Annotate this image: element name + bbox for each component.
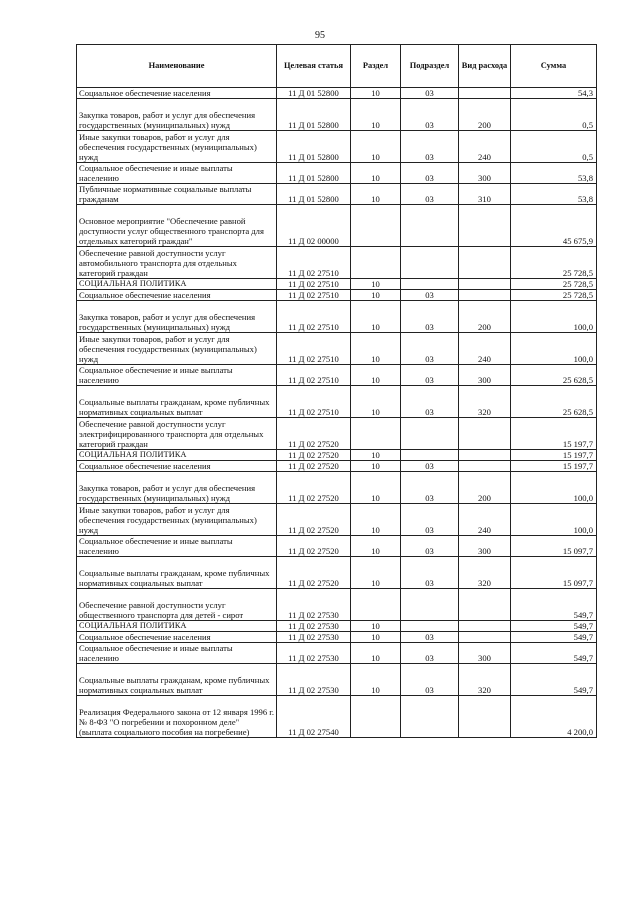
row-sum: 25 728,5 xyxy=(511,247,597,279)
row-article: 11 Д 02 27530 xyxy=(277,632,351,643)
table-row xyxy=(77,664,597,696)
table-row xyxy=(77,386,597,418)
row-section xyxy=(351,247,401,279)
row-sum: 100,0 xyxy=(511,472,597,504)
row-name: Социальное обеспечение населения xyxy=(77,290,277,301)
row-name: Обеспечение равной доступности услуг электрифицированного транспорта для отдельных категорий граждан xyxy=(77,418,277,450)
header-name: Наименование xyxy=(77,45,277,88)
row-subsection: 03 xyxy=(401,536,459,557)
table-row xyxy=(77,365,597,386)
row-name: Социальное обеспечение населения xyxy=(77,461,277,472)
row-expense-type xyxy=(459,461,511,472)
row-section xyxy=(351,589,401,621)
row-expense-type xyxy=(459,696,511,738)
row-subsection: 03 xyxy=(401,131,459,163)
row-sum: 25 728,5 xyxy=(511,290,597,301)
row-article: 11 Д 02 27520 xyxy=(277,461,351,472)
table-row xyxy=(77,557,597,589)
row-section xyxy=(351,418,401,450)
row-subsection xyxy=(401,621,459,632)
row-section: 10 xyxy=(351,301,401,333)
row-section: 10 xyxy=(351,88,401,99)
row-expense-type xyxy=(459,632,511,643)
row-sum: 25 628,5 xyxy=(511,386,597,418)
row-section: 10 xyxy=(351,621,401,632)
table-row xyxy=(77,301,597,333)
row-article: 11 Д 01 52800 xyxy=(277,163,351,184)
row-name: Обеспечение равной доступности услуг автомобильного транспорта для отдельных категорий граждан xyxy=(77,247,277,279)
table-row xyxy=(77,184,597,205)
row-subsection xyxy=(401,205,459,247)
row-sum: 4 200,0 xyxy=(511,696,597,738)
row-article: 11 Д 02 27510 xyxy=(277,301,351,333)
row-section: 10 xyxy=(351,504,401,536)
row-section: 10 xyxy=(351,557,401,589)
table-body xyxy=(77,88,597,738)
row-section: 10 xyxy=(351,632,401,643)
row-name: Социальное обеспечение населения xyxy=(77,88,277,99)
table-row xyxy=(77,418,597,450)
row-article: 11 Д 02 27520 xyxy=(277,418,351,450)
row-subsection xyxy=(401,589,459,621)
row-expense-type xyxy=(459,418,511,450)
row-sum: 15 097,7 xyxy=(511,536,597,557)
row-name: Социальное обеспечение и иные выплаты населению xyxy=(77,365,277,386)
row-name: Закупка товаров, работ и услуг для обеспечения государственных (муниципальных) нужд xyxy=(77,99,277,131)
row-name: Социальное обеспечение и иные выплаты населению xyxy=(77,536,277,557)
row-subsection: 03 xyxy=(401,184,459,205)
table-row xyxy=(77,589,597,621)
row-article: 11 Д 02 27540 xyxy=(277,696,351,738)
row-expense-type: 300 xyxy=(459,365,511,386)
table-row xyxy=(77,333,597,365)
row-sum: 100,0 xyxy=(511,504,597,536)
table-row xyxy=(77,632,597,643)
header-sum: Сумма xyxy=(511,45,597,88)
row-sum: 549,7 xyxy=(511,664,597,696)
header-row xyxy=(77,45,597,88)
row-article: 11 Д 02 27510 xyxy=(277,279,351,290)
table-row xyxy=(77,536,597,557)
row-subsection: 03 xyxy=(401,504,459,536)
row-expense-type xyxy=(459,290,511,301)
row-sum: 25 728,5 xyxy=(511,279,597,290)
row-article: 11 Д 02 27530 xyxy=(277,664,351,696)
table-row xyxy=(77,99,597,131)
row-subsection: 03 xyxy=(401,88,459,99)
row-name: Обеспечение равной доступности услуг общественного транспорта для детей - сирот xyxy=(77,589,277,621)
row-subsection xyxy=(401,418,459,450)
row-name: Социальные выплаты гражданам, кроме публичных нормативных социальных выплат xyxy=(77,386,277,418)
row-article: 11 Д 02 27520 xyxy=(277,504,351,536)
row-expense-type: 240 xyxy=(459,504,511,536)
table-row xyxy=(77,247,597,279)
row-expense-type: 320 xyxy=(459,386,511,418)
row-article: 11 Д 02 27520 xyxy=(277,557,351,589)
table-row xyxy=(77,472,597,504)
row-expense-type: 200 xyxy=(459,99,511,131)
row-name: Иные закупки товаров, работ и услуг для обеспечения государственных (муниципальных) нужд xyxy=(77,131,277,163)
table-row xyxy=(77,450,597,461)
row-name: Реализация Федерального закона от 12 января 1996 г. № 8-ФЗ "О погребении и похоронном деле" (выплата социального пособия на погребение) xyxy=(77,696,277,738)
row-subsection: 03 xyxy=(401,557,459,589)
row-sum: 45 675,9 xyxy=(511,205,597,247)
row-name: СОЦИАЛЬНАЯ ПОЛИТИКА xyxy=(77,450,277,461)
budget-table xyxy=(76,44,597,738)
row-article: 11 Д 02 27530 xyxy=(277,589,351,621)
row-article: 11 Д 02 27530 xyxy=(277,643,351,664)
row-article: 11 Д 01 52800 xyxy=(277,99,351,131)
row-name: СОЦИАЛЬНАЯ ПОЛИТИКА xyxy=(77,621,277,632)
row-article: 11 Д 01 52800 xyxy=(277,88,351,99)
row-section: 10 xyxy=(351,450,401,461)
row-section: 10 xyxy=(351,643,401,664)
row-article: 11 Д 02 27510 xyxy=(277,365,351,386)
header-article: Целевая статья xyxy=(277,45,351,88)
row-article: 11 Д 02 27520 xyxy=(277,450,351,461)
table-row xyxy=(77,205,597,247)
table-row xyxy=(77,88,597,99)
row-expense-type: 300 xyxy=(459,536,511,557)
row-name: Закупка товаров, работ и услуг для обеспечения государственных (муниципальных) нужд xyxy=(77,472,277,504)
row-expense-type xyxy=(459,589,511,621)
row-section xyxy=(351,696,401,738)
row-section: 10 xyxy=(351,461,401,472)
row-sum: 54,3 xyxy=(511,88,597,99)
row-subsection: 03 xyxy=(401,664,459,696)
row-subsection: 03 xyxy=(401,643,459,664)
row-subsection: 03 xyxy=(401,290,459,301)
table-row xyxy=(77,163,597,184)
table-row xyxy=(77,621,597,632)
row-subsection: 03 xyxy=(401,333,459,365)
row-name: Социальное обеспечение и иные выплаты населению xyxy=(77,643,277,664)
table-row xyxy=(77,131,597,163)
row-sum: 100,0 xyxy=(511,333,597,365)
row-expense-type: 200 xyxy=(459,472,511,504)
row-subsection: 03 xyxy=(401,99,459,131)
table-row xyxy=(77,696,597,738)
row-expense-type: 240 xyxy=(459,333,511,365)
row-section: 10 xyxy=(351,290,401,301)
table-row xyxy=(77,290,597,301)
row-name: Основное мероприятие "Обеспечение равной доступности услуг общественного транспорта для отдельных категорий граждан" xyxy=(77,205,277,247)
row-section: 10 xyxy=(351,365,401,386)
row-sum: 15 197,7 xyxy=(511,418,597,450)
row-article: 11 Д 02 27510 xyxy=(277,333,351,365)
row-article: 11 Д 02 00000 xyxy=(277,205,351,247)
row-expense-type: 300 xyxy=(459,643,511,664)
row-subsection xyxy=(401,247,459,279)
row-section: 10 xyxy=(351,333,401,365)
row-section xyxy=(351,205,401,247)
row-sum: 53,8 xyxy=(511,184,597,205)
row-subsection xyxy=(401,450,459,461)
row-sum: 15 197,7 xyxy=(511,450,597,461)
table-row xyxy=(77,643,597,664)
row-name: Социальное обеспечение и иные выплаты населению xyxy=(77,163,277,184)
row-section: 10 xyxy=(351,279,401,290)
row-subsection: 03 xyxy=(401,461,459,472)
row-name: Социальные выплаты гражданам, кроме публичных нормативных социальных выплат xyxy=(77,664,277,696)
row-subsection: 03 xyxy=(401,386,459,418)
row-expense-type xyxy=(459,450,511,461)
row-section: 10 xyxy=(351,184,401,205)
row-sum: 15 197,7 xyxy=(511,461,597,472)
row-section: 10 xyxy=(351,472,401,504)
table-row xyxy=(77,461,597,472)
row-name: СОЦИАЛЬНАЯ ПОЛИТИКА xyxy=(77,279,277,290)
row-expense-type: 320 xyxy=(459,664,511,696)
row-section: 10 xyxy=(351,131,401,163)
row-section: 10 xyxy=(351,386,401,418)
row-subsection: 03 xyxy=(401,632,459,643)
row-section: 10 xyxy=(351,664,401,696)
row-sum: 549,7 xyxy=(511,621,597,632)
row-article: 11 Д 02 27510 xyxy=(277,290,351,301)
row-subsection: 03 xyxy=(401,365,459,386)
row-expense-type xyxy=(459,279,511,290)
row-article: 11 Д 01 52800 xyxy=(277,184,351,205)
row-section: 10 xyxy=(351,536,401,557)
row-expense-type xyxy=(459,621,511,632)
row-name: Иные закупки товаров, работ и услуг для обеспечения государственных (муниципальных) нужд xyxy=(77,504,277,536)
row-sum: 549,7 xyxy=(511,589,597,621)
row-subsection: 03 xyxy=(401,472,459,504)
row-article: 11 Д 02 27510 xyxy=(277,247,351,279)
row-name: Социальные выплаты гражданам, кроме публичных нормативных социальных выплат xyxy=(77,557,277,589)
header-expense-type: Вид расхода xyxy=(459,45,511,88)
row-name: Закупка товаров, работ и услуг для обеспечения государственных (муниципальных) нужд xyxy=(77,301,277,333)
row-expense-type: 300 xyxy=(459,163,511,184)
row-article: 11 Д 02 27520 xyxy=(277,536,351,557)
row-name: Иные закупки товаров, работ и услуг для обеспечения государственных (муниципальных) нужд xyxy=(77,333,277,365)
row-sum: 549,7 xyxy=(511,632,597,643)
table-row xyxy=(77,279,597,290)
row-subsection xyxy=(401,696,459,738)
row-article: 11 Д 02 27520 xyxy=(277,472,351,504)
row-article: 11 Д 02 27510 xyxy=(277,386,351,418)
row-section: 10 xyxy=(351,99,401,131)
header-subsection: Подраздел xyxy=(401,45,459,88)
row-expense-type xyxy=(459,247,511,279)
row-section: 10 xyxy=(351,163,401,184)
row-subsection xyxy=(401,279,459,290)
row-sum: 15 097,7 xyxy=(511,557,597,589)
row-expense-type: 320 xyxy=(459,557,511,589)
row-sum: 0,5 xyxy=(511,99,597,131)
row-name: Публичные нормативные социальные выплаты гражданам xyxy=(77,184,277,205)
row-sum: 53,8 xyxy=(511,163,597,184)
table-row xyxy=(77,504,597,536)
row-expense-type xyxy=(459,88,511,99)
row-expense-type xyxy=(459,205,511,247)
page-number: 95 xyxy=(315,30,325,41)
header-section: Раздел xyxy=(351,45,401,88)
row-sum: 549,7 xyxy=(511,643,597,664)
row-article: 11 Д 01 52800 xyxy=(277,131,351,163)
row-sum: 100,0 xyxy=(511,301,597,333)
row-subsection: 03 xyxy=(401,163,459,184)
row-sum: 0,5 xyxy=(511,131,597,163)
row-expense-type: 240 xyxy=(459,131,511,163)
row-name: Социальное обеспечение населения xyxy=(77,632,277,643)
row-subsection: 03 xyxy=(401,301,459,333)
row-expense-type: 310 xyxy=(459,184,511,205)
row-expense-type: 200 xyxy=(459,301,511,333)
row-sum: 25 628,5 xyxy=(511,365,597,386)
row-article: 11 Д 02 27530 xyxy=(277,621,351,632)
